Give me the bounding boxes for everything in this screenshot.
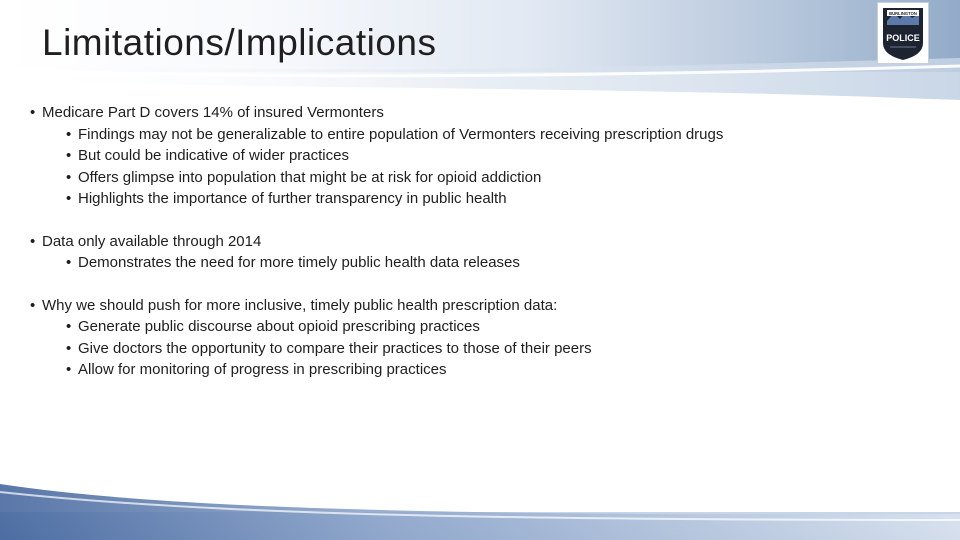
sub-bullet-text: But could be indicative of wider practices — [78, 147, 349, 164]
bullet-text: Data only available through 2014 — [42, 232, 262, 250]
sub-bullet-text: Findings may not be generalizable to entire population of Vermonters receiving prescription drugs — [78, 125, 724, 143]
sub-bullet-text: Allow for monitoring of progress in prescribing practices — [78, 361, 447, 378]
sub-bullet-item — [30, 252, 930, 274]
sub-bullet-text: Offers glimpse into population that might be at risk for opioid addiction — [78, 168, 542, 186]
bullet-item — [30, 295, 930, 317]
bullet-marker: • — [30, 104, 36, 121]
sub-bullet-item — [30, 188, 930, 210]
sub-bullet-text: Highlights the importance of further transparency in public health — [78, 190, 507, 207]
bullet-marker: • — [66, 168, 72, 186]
bullet-content — [30, 102, 930, 402]
bullet-group — [30, 102, 930, 210]
sub-bullet-text: Give doctors the opportunity to compare their practices to those of their peers — [78, 339, 592, 357]
footer-wave — [0, 470, 960, 540]
slide-title: Limitations/Implications — [42, 22, 437, 63]
bullet-marker: • — [30, 296, 36, 314]
sub-bullet-item — [30, 316, 930, 338]
bullet-group — [30, 295, 930, 381]
sub-bullet-item — [30, 338, 930, 360]
sub-bullet-item — [30, 167, 930, 189]
logo-top-text: BURLINGTON — [889, 11, 917, 16]
sub-bullet-item — [30, 124, 930, 146]
logo-main-text: POLICE — [886, 33, 920, 43]
sub-bullet-text: Demonstrates the need for more timely public health data releases — [78, 254, 520, 271]
bullet-item — [30, 102, 930, 124]
sub-bullet-text: Generate public discourse about opioid prescribing practices — [78, 318, 480, 335]
bullet-marker: • — [66, 125, 72, 143]
bullet-text: Why we should push for more inclusive, timely public health prescription data: — [42, 296, 558, 314]
bullet-marker: • — [66, 318, 72, 335]
sub-bullet-item — [30, 359, 930, 381]
bullet-marker: • — [66, 361, 72, 378]
bullet-marker: • — [66, 254, 72, 271]
bullet-marker: • — [66, 147, 72, 164]
sub-bullet-item — [30, 145, 930, 167]
bullet-group — [30, 231, 930, 274]
police-badge-icon — [877, 2, 929, 64]
bullet-marker: • — [30, 232, 36, 250]
bullet-text: Medicare Part D covers 14% of insured Vermonters — [42, 104, 384, 121]
bullet-marker: • — [66, 190, 72, 207]
bullet-marker: • — [66, 339, 72, 357]
bullet-item — [30, 231, 930, 253]
